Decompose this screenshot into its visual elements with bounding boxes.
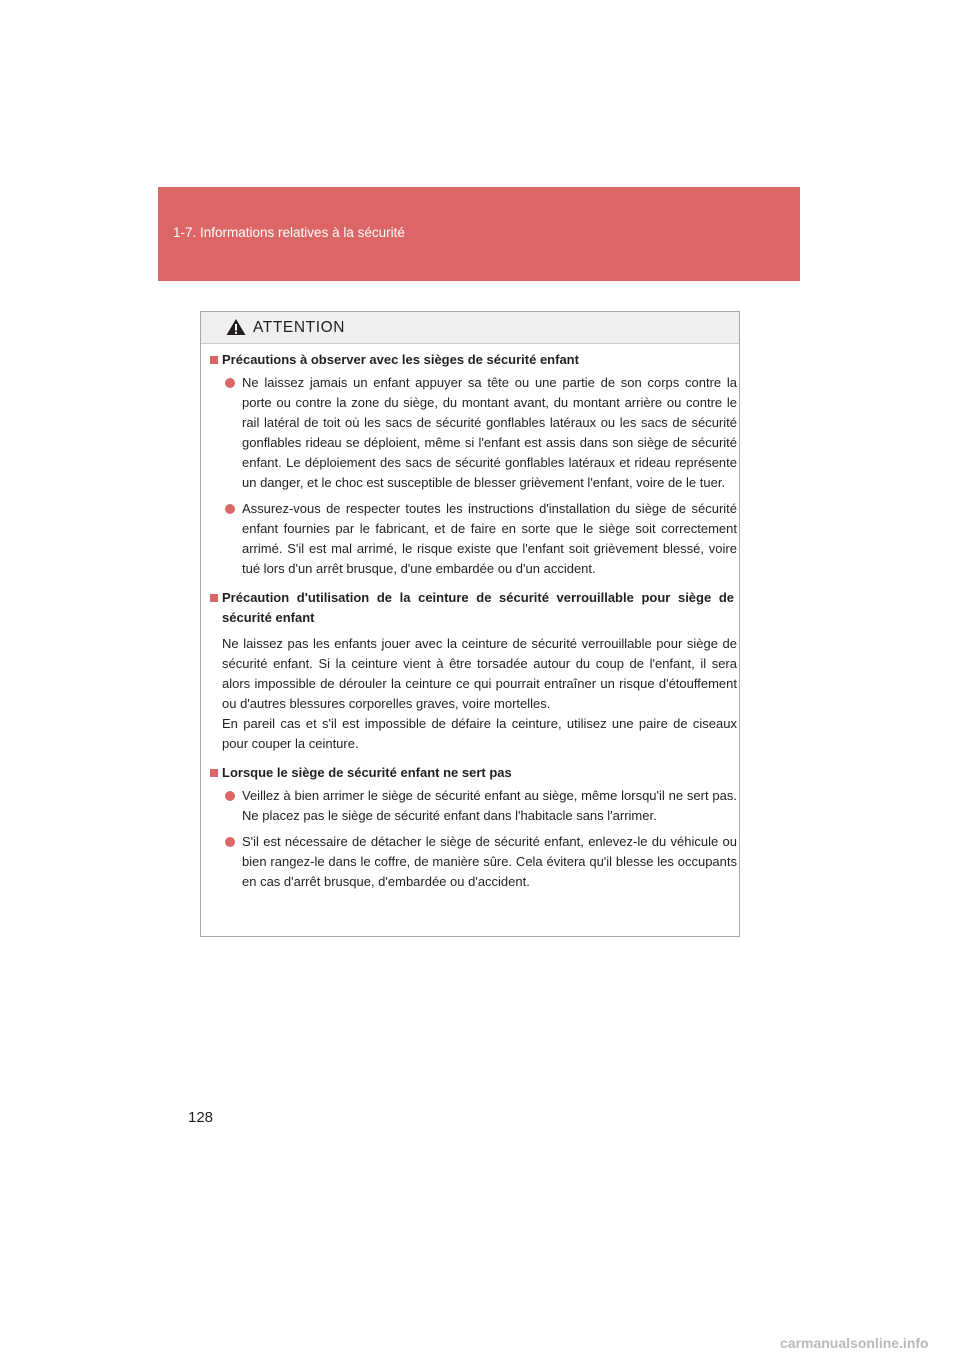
page-number: 128 <box>188 1109 214 1126</box>
warning-header <box>201 312 739 344</box>
round-bullet-icon <box>225 378 235 388</box>
list-item-text: Assurez-vous de respecter toutes les instructions d'installation du siège de sécurité enfant fournies par le fabricant, et de faire en sorte que le siège soit correctement arrimé. S'il est mal arrimé, le risque existe que l'enfant soit grièvement blessé, voire tué lors d'un arrêt brusque, d'une embardée ou d'un accident. <box>242 501 737 576</box>
warning-triangle-icon <box>226 318 246 336</box>
section-heading-child-seat-precautions <box>210 350 734 370</box>
section-heading-text: Précaution d'utilisation de la ceinture de sécurité verrouillable pour siège de sécurité enfant <box>222 590 734 625</box>
section-heading-text: Précautions à observer avec les sièges de sécurité enfant <box>222 352 579 367</box>
watermark: carmanualsonline.info <box>780 1335 929 1351</box>
list-item <box>225 786 737 826</box>
section-title: 1-7. Informations relatives à la sécurité <box>173 225 405 240</box>
section-heading-text: Lorsque le siège de sécurité enfant ne sert pas <box>222 765 512 780</box>
paragraph: En pareil cas et s'il est impossible de défaire la ceinture, utilisez une paire de ciseaux pour couper la ceinture. <box>222 716 737 751</box>
list-item <box>225 832 737 892</box>
warning-label: ATTENTION <box>253 319 346 336</box>
section-heading-locking-belt <box>210 588 734 628</box>
round-bullet-icon <box>225 504 235 514</box>
section-heading-seat-not-in-use <box>210 763 734 783</box>
warning-box <box>200 311 740 937</box>
round-bullet-icon <box>225 837 235 847</box>
round-bullet-icon <box>225 791 235 801</box>
paragraph: Ne laissez pas les enfants jouer avec la ceinture de sécurité verrouillable pour siège de sécurité enfant. Si la ceinture vient à être torsadée autour du coup de l'enfant, il sera alors impossible de dérouler la ceinture ce qui pourrait entraîner un risque d'étouffement ou d'autres blessures corporelles graves, voire mortelles. <box>222 636 737 711</box>
square-bullet-icon <box>210 594 218 602</box>
square-bullet-icon <box>210 356 218 364</box>
list-item <box>225 499 737 579</box>
warning-body <box>201 350 739 892</box>
list-item-text: Veillez à bien arrimer le siège de sécurité enfant au siège, même lorsqu'il ne sert pas. Ne placez pas le siège de sécurité enfant dans l'habitacle sans l'arrimer. <box>242 788 737 823</box>
square-bullet-icon <box>210 769 218 777</box>
list-item <box>225 373 737 493</box>
list-item-text: Ne laissez jamais un enfant appuyer sa tête ou une partie de son corps contre la porte ou contre la zone du siège, du montant avant, du montant arrière ou contre le rail latéral de toit où les sacs de sécurité gonflables latéraux ou les sacs de sécurité gonflables rideau se déploient, même si l'enfant est assis dans son siège de sécurité enfant. Le déploiement des sacs de sécurité gonflables latéraux et rideau représente un danger, et le choc est susceptible de blesser grièvement l'enfant, voire de le tuer. <box>242 375 737 490</box>
section-header-band <box>158 187 800 281</box>
list-item-text: S'il est nécessaire de détacher le siège de sécurité enfant, enlevez-le du véhicule ou bien rangez-le dans le coffre, de manière sûre. Cela évitera qu'il blesse les occupants en cas d'arrêt brusque, d'embardée ou d'accident. <box>242 834 737 889</box>
